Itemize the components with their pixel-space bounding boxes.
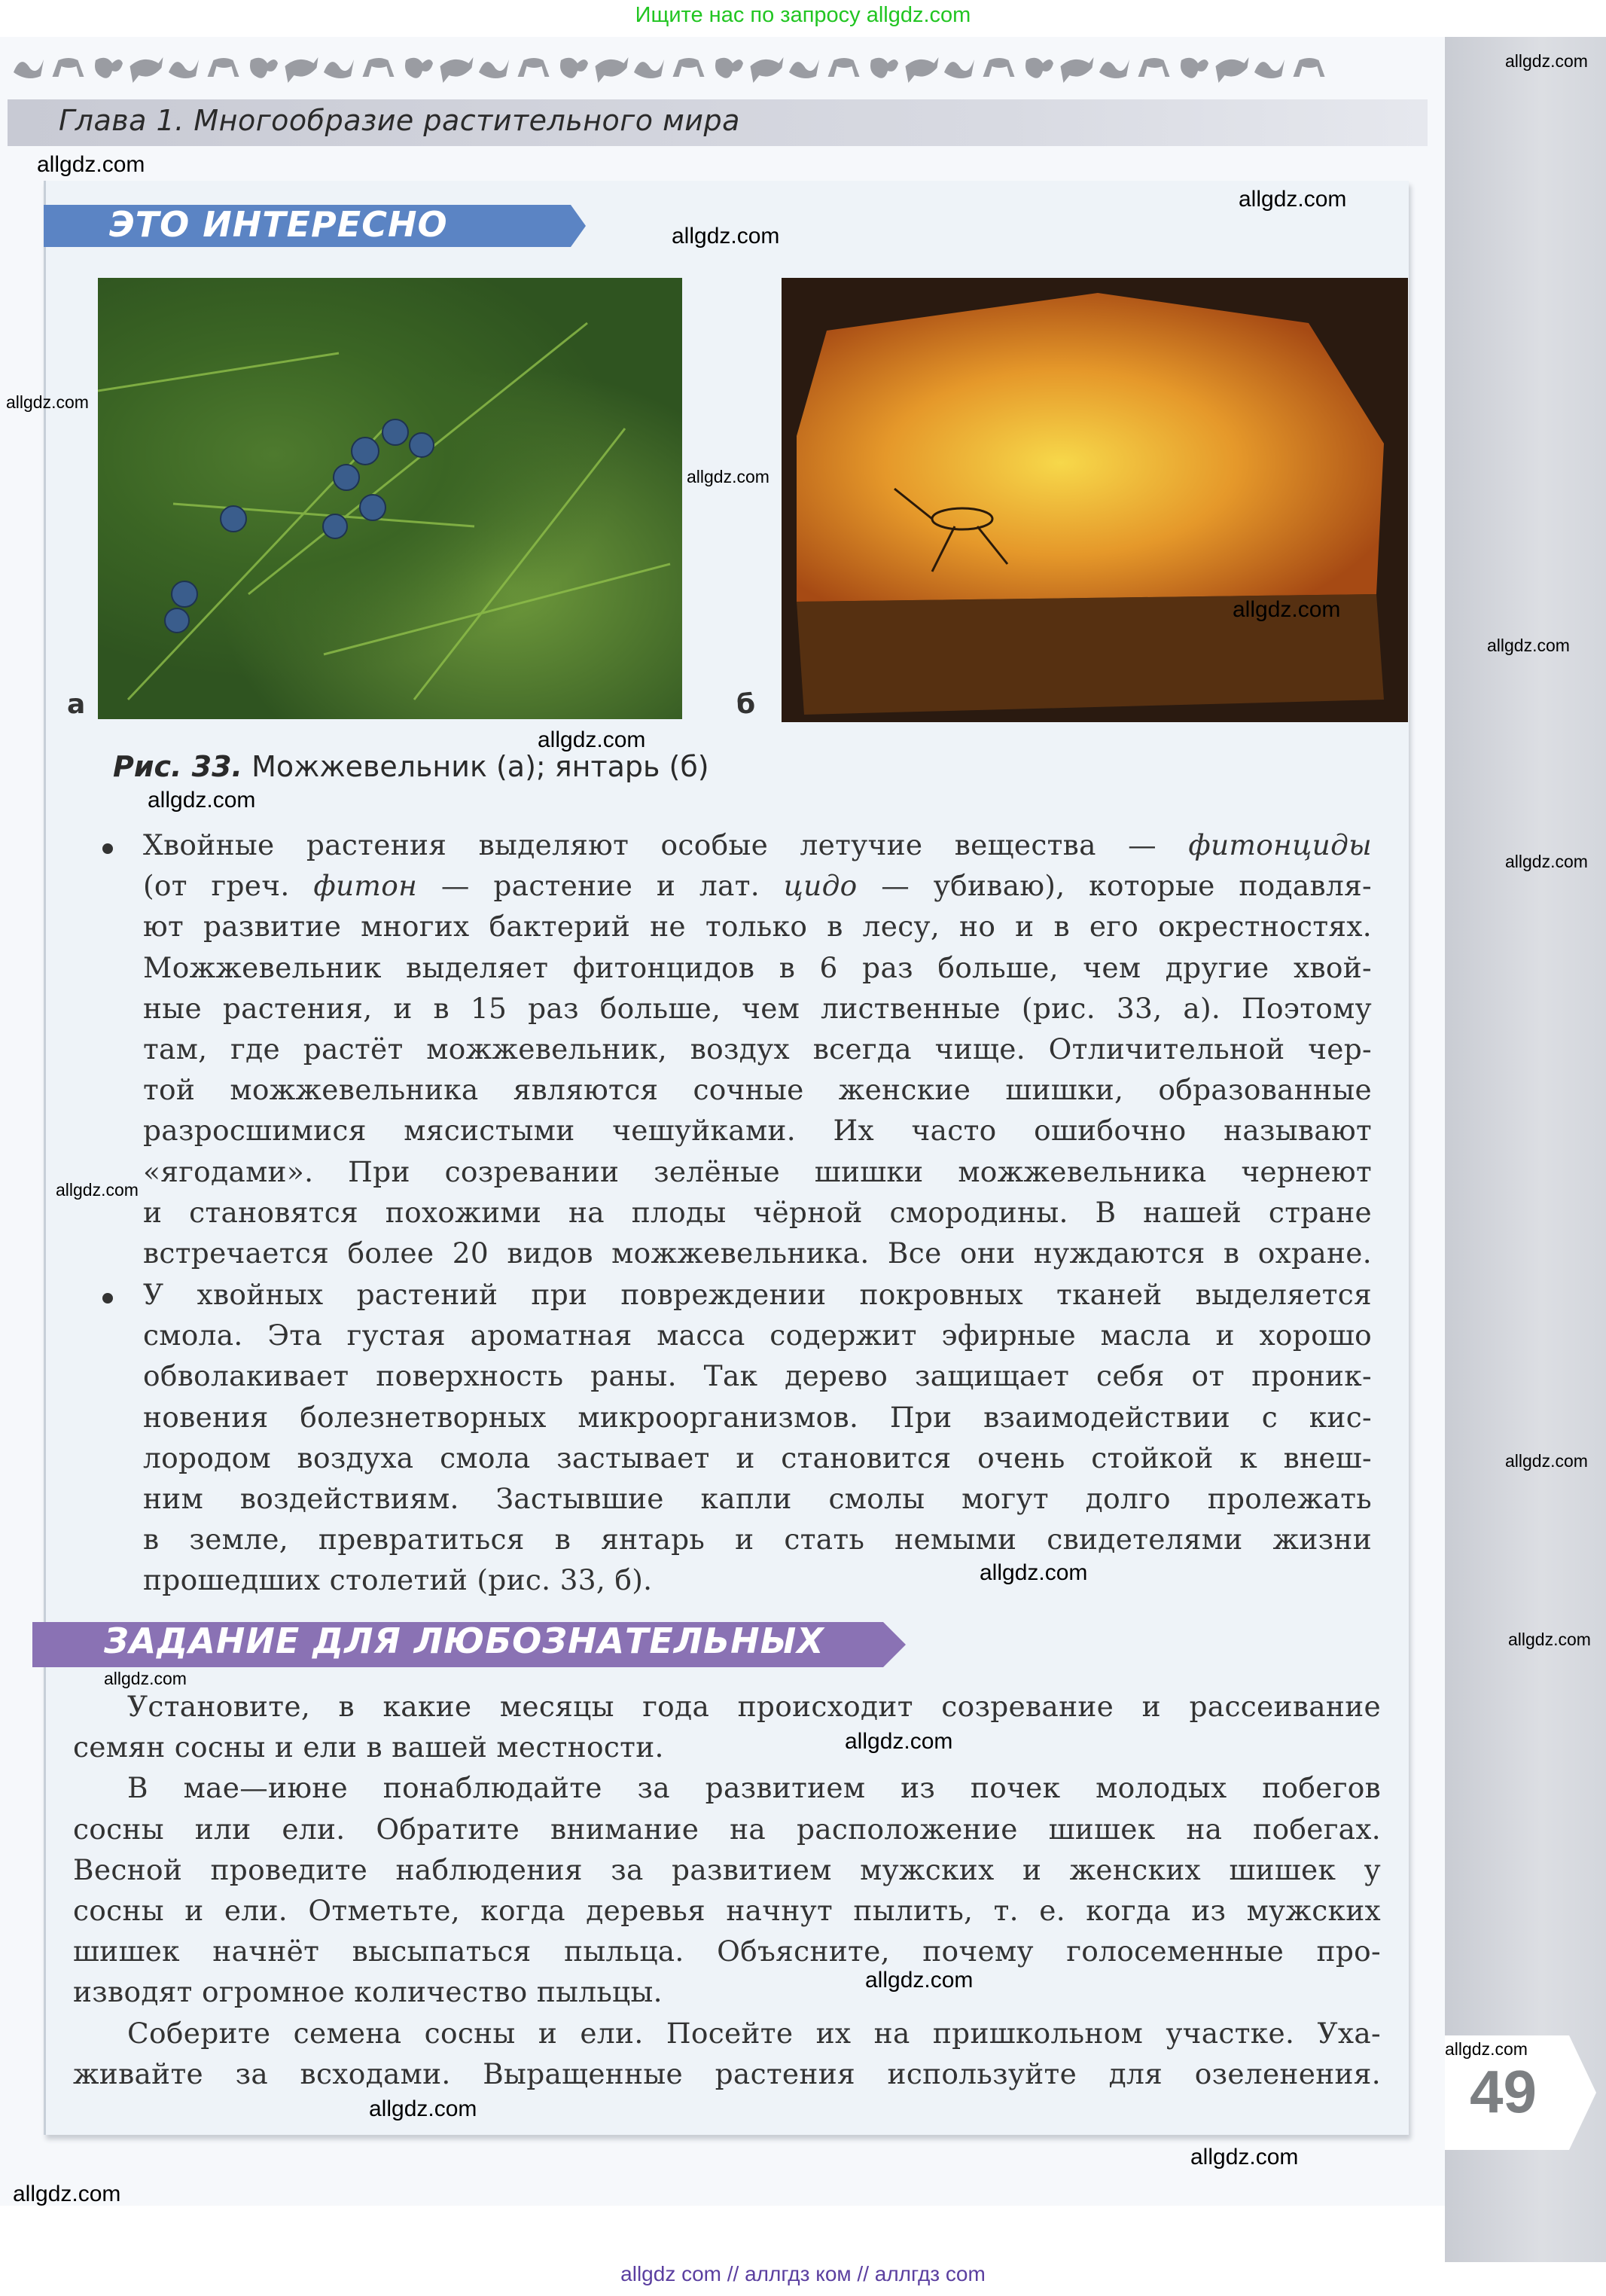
page-edge-strip (1445, 37, 1606, 2262)
animal-silhouette-icon (1254, 59, 1284, 78)
animal-silhouette-icon (130, 57, 163, 83)
animal-silhouette-icon (14, 59, 44, 78)
text-line (73, 1935, 1381, 1968)
watermark: allgdz.com (1487, 636, 1570, 655)
italic-term: цидо (783, 869, 858, 903)
watermark: allgdz.com (538, 727, 646, 752)
text-line (143, 1236, 1372, 1270)
watermark: allgdz.com (37, 152, 145, 177)
text-segment: встречается более 20 видов можжевельника. Все они нуждаются в охране. (143, 1236, 1372, 1270)
text-line (127, 1690, 1381, 1723)
animal-silhouette-icon (363, 58, 395, 77)
text-line (143, 1401, 1372, 1434)
text-segment: прошедших столетий (рис. 33, б). (143, 1563, 653, 1597)
watermark: allgdz.com (1239, 187, 1347, 212)
text-line (143, 1523, 1372, 1556)
text-segment: разросшимися мясистыми чешуйками. Их часто ошибочно называют (143, 1114, 1372, 1148)
text-line (73, 1730, 1381, 1764)
animal-silhouette-icon (324, 59, 354, 78)
watermark: allgdz.com (13, 2182, 121, 2206)
watermark: allgdz.com (1190, 2145, 1299, 2169)
text-line (143, 910, 1372, 943)
animal-silhouette-icon (169, 59, 199, 78)
caption-prefix: Рис. 33. (113, 750, 242, 783)
text-line (143, 1155, 1372, 1188)
watermark: allgdz.com (865, 1968, 974, 1993)
animal-silhouette-icon (560, 58, 588, 78)
animal-silhouette-icon (1181, 58, 1208, 78)
animal-silhouette-icon (208, 58, 239, 77)
text-line (143, 992, 1372, 1025)
text-line (127, 2017, 1381, 2050)
text-line (143, 951, 1372, 984)
text-line (73, 2057, 1381, 2090)
text-segment: Можжевельник выделяет фитонцидов в 6 раз больше, чем другие хвой- (143, 950, 1372, 984)
text-segment: там, где растёт можжевельник, воздух всегда чище. Отличительной чер- (143, 1032, 1372, 1066)
italic-term: фитон (313, 869, 418, 903)
text-line (143, 828, 1372, 861)
text-segment: ним воздействиям. Застывшие капли смолы могут долго пролежать (143, 1482, 1372, 1515)
text-line (143, 1482, 1372, 1515)
text-line (143, 1073, 1372, 1106)
text-line (73, 1853, 1381, 1886)
text-segment: ные растения, и в 15 раз больше, чем лиственные (рис. 33, а). Поэтому (143, 991, 1372, 1025)
text-segment: сосны или ели. Обратите внимание на расположение шишек на побегах. (73, 1812, 1381, 1846)
text-segment: — растение и лат. (417, 869, 784, 903)
interesting-banner-label: ЭТО ИНТЕРЕСНО (109, 204, 448, 245)
text-line (143, 1359, 1372, 1392)
animal-silhouette-icon (944, 59, 974, 78)
animal-silhouette-icon (870, 58, 898, 78)
animal-silhouette-icon (1099, 59, 1129, 78)
animal-silhouette-icon (1138, 58, 1170, 77)
text-line (143, 1278, 1372, 1311)
text-line (73, 1894, 1381, 1927)
animal-silhouette-icon (95, 58, 123, 78)
photo-label-b: б (736, 689, 756, 720)
watermark: allgdz.com (1233, 597, 1341, 622)
text-line (143, 869, 1372, 902)
juniper-photo (98, 278, 682, 719)
text-segment: и становятся похожими на плоды чёрной смородины. В нашей стране (143, 1195, 1372, 1229)
animal-silhouette-icon (479, 59, 509, 78)
figure-caption (113, 750, 709, 783)
animal-silhouette-icon (789, 59, 819, 78)
text-segment: У хвойных растений при повреждении покровных тканей выделяется (143, 1278, 1372, 1311)
text-segment: ют развитие многих бактерий не только в лесу, но и в его окрестностях. (143, 910, 1372, 944)
text-segment: Установите, в какие месяцы года происходит созревание и рассеивание (127, 1690, 1381, 1723)
amber-photo (782, 278, 1408, 722)
photo-label-a: а (67, 689, 86, 720)
italic-term: фитонциды (1188, 828, 1372, 861)
animal-silhouette-icon (634, 59, 664, 78)
watermark: allgdz.com (1505, 852, 1588, 871)
text-segment: шишек начнёт высыпаться пыльца. Объясните, почему голосеменные про- (73, 1935, 1381, 1968)
caption-text: Можжевельник (а); янтарь (б) (242, 750, 709, 783)
text-segment: той можжевельника являются сочные женские шишки, образованные (143, 1073, 1372, 1107)
watermark: allgdz.com (104, 1669, 187, 1688)
bullet-icon (102, 1293, 113, 1304)
animal-silhouette-icon (518, 58, 550, 77)
watermark: allgdz.com (6, 392, 89, 412)
animal-silhouette-icon (1216, 57, 1249, 83)
watermark: allgdz.com (672, 224, 780, 249)
watermark: allgdz.com (1505, 1451, 1588, 1471)
promo-text[interactable]: Ищите нас по запросу allgdz.com (635, 3, 971, 27)
text-line (143, 1196, 1372, 1229)
watermark: allgdz.com (687, 467, 769, 486)
text-segment: (от греч. (143, 869, 314, 903)
text-segment: Весной проведите наблюдения за развитием мужских и женских шишек у (73, 1852, 1381, 1886)
animal-silhouette-icon (715, 58, 743, 78)
text-segment: изводят огромное количество пыльцы. (73, 1975, 663, 2009)
text-segment: — убиваю), которые подавля- (857, 869, 1372, 903)
animal-silhouette-icon (1061, 57, 1094, 83)
animal-silhouette-icon (250, 58, 278, 78)
animal-silhouette-icon (53, 58, 84, 77)
text-line (73, 1813, 1381, 1846)
text-segment: В мае—июне понаблюдайте за развитием из почек молодых побегов (127, 1771, 1381, 1805)
text-line (73, 1975, 1381, 2008)
text-segment: лородом воздуха смола застывает и становится очень стойкой к внеш- (143, 1441, 1372, 1474)
text-line (143, 1563, 1372, 1596)
animal-silhouette-icon (285, 57, 318, 83)
text-line (143, 1441, 1372, 1474)
text-segment: сосны и ели. Отметьте, когда деревья начнут пылить, т. е. когда из мужских (73, 1894, 1381, 1927)
text-line (127, 1771, 1381, 1804)
animal-silhouette-icon (906, 57, 939, 83)
watermark: allgdz.com (1445, 2039, 1528, 2059)
text-segment: Хвойные растения выделяют особые летучие вещества — (143, 828, 1189, 861)
watermark: allgdz.com (980, 1560, 1088, 1585)
animal-silhouette-icon (983, 58, 1015, 77)
text-line (143, 1032, 1372, 1066)
animal-silhouette-icon (673, 58, 705, 77)
watermark: allgdz.com (845, 1729, 953, 1754)
animal-silhouette-icon (1294, 58, 1325, 77)
watermark: allgdz.com (56, 1180, 139, 1200)
text-line (143, 1114, 1372, 1147)
animal-silhouette-icon (405, 58, 433, 78)
animal-silhouette-icon (1025, 58, 1053, 78)
bullet-icon (102, 843, 113, 854)
animal-silhouette-icon (596, 57, 629, 83)
watermark: allgdz.com (148, 788, 256, 813)
page-number: 49 (1470, 2058, 1537, 2125)
chapter-title: Глава 1. Многообразие растительного мира (59, 104, 740, 137)
animal-silhouette-icon (440, 57, 474, 83)
text-line (143, 1319, 1372, 1352)
text-segment: живайте за всходами. Выращенные растения используйте для озеленения. (73, 2057, 1381, 2090)
text-segment: новения болезнетворных микроорганизмов. При взаимодействии с кис- (143, 1400, 1372, 1434)
text-segment: Соберите семена сосны и ели. Посейте их на пришкольном участке. Уха- (127, 2016, 1381, 2050)
animal-silhouettes-decoration (6, 50, 1331, 83)
text-segment: обволакивает поверхность раны. Так дерево защищает себя от проник- (143, 1359, 1372, 1393)
watermark: allgdz.com (1508, 1630, 1591, 1649)
text-segment: в земле, превратиться в янтарь и стать немыми свидетелями жизни (143, 1523, 1372, 1557)
text-segment: смола. Эта густая ароматная масса содержит эфирные масла и хорошо (143, 1319, 1372, 1352)
animal-silhouette-icon (828, 58, 860, 77)
bottom-links[interactable]: allgdz com // аллгдз ком // аллгдз com (620, 2262, 986, 2285)
watermark: allgdz.com (1505, 51, 1588, 71)
text-segment: семян сосны и ели в вашей местности. (73, 1730, 664, 1764)
watermark: allgdz.com (369, 2096, 477, 2121)
task-banner-label: ЗАДАНИЕ ДЛЯ ЛЮБОЗНАТЕЛЬНЫХ (104, 1621, 824, 1661)
animal-silhouette-icon (751, 57, 784, 83)
text-segment: «ягодами». При созревании зелёные шишки можжевельника чернеют (143, 1154, 1372, 1188)
